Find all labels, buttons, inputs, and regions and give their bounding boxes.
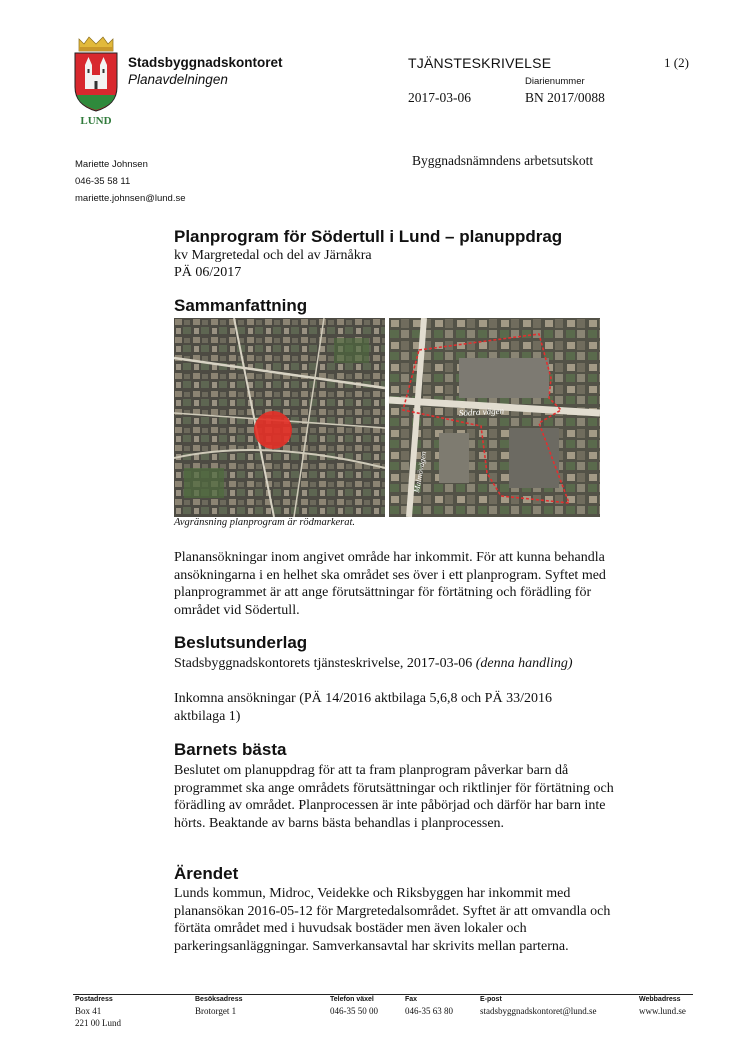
document-title: Planprogram för Södertull i Lund – planuppdrag — [174, 227, 563, 246]
footer-email-label: E-post — [480, 996, 502, 1003]
logo-wordmark: LUND — [80, 115, 112, 127]
reference-number: PÄ 06/2017 — [174, 265, 242, 280]
matter-paragraph: Lunds kommun, Midroc, Veidekke och Riksbyggen har inkommit med planansökan 2016-05-12 för Margretedalsområdet. Syftet är att omvandla och förtäta området med i huvudsak bostäder men även lokaler och parkeringsanläggningar. Samverkansavtal har skrivits mellan parterna. — [174, 886, 611, 954]
footer-postal-line1: Box 41 — [75, 1006, 102, 1016]
footer-visit-value: Brotorget 1 — [195, 1006, 237, 1016]
map-label-sodra-vagen: Södra vägen — [458, 405, 505, 418]
children-heading: Barnets bästa — [174, 740, 287, 759]
footer-postal-line2: 221 00 Lund — [75, 1018, 121, 1028]
basis-item-1 — [174, 655, 594, 673]
footer-divider — [73, 994, 693, 995]
recipient: Byggnadsnämndens arbetsutskott — [412, 153, 594, 168]
department-name: Planavdelningen — [128, 72, 228, 87]
footer-postal-label: Postadress — [75, 996, 113, 1003]
matter-heading: Ärendet — [174, 864, 239, 883]
case-number: BN 2017/0088 — [525, 90, 605, 105]
page-number: 1 (2) — [664, 55, 689, 70]
map-caption: Avgränsning planprogram är rödmarkerat. — [174, 517, 356, 528]
summary-paragraph: Planansökningar inom angivet område har inkommit. För att kunna behandla ansökningarna i en helhet ska området ses över i ett planprogram. Syftet med planprogrammet är att ange förutsättningar för förtätning och förädling för området vid Södertull. — [174, 550, 606, 618]
detail-map — [389, 318, 600, 517]
contact-phone: 046-35 58 11 — [75, 176, 131, 187]
footer-web-value[interactable]: www.lund.se — [639, 1006, 686, 1016]
diarie-label: Diarienummer — [525, 76, 585, 87]
contact-name: Mariette Johnsen — [75, 159, 148, 170]
basis-heading: Beslutsunderlag — [174, 633, 308, 652]
document-subtitle: kv Margretedal och del av Järnåkra — [174, 248, 372, 263]
document-date: 2017-03-06 — [408, 90, 471, 105]
footer-phone-label: Telefon växel — [330, 996, 374, 1003]
overview-map — [174, 318, 385, 517]
footer-phone-value: 046-35 50 00 — [330, 1006, 378, 1016]
footer-web-label: Webbadress — [639, 996, 681, 1003]
summary-heading: Sammanfattning — [174, 296, 308, 315]
footer-email-value[interactable]: stadsbyggnadskontoret@lund.se — [480, 1006, 597, 1016]
plan-area-marker — [254, 411, 292, 449]
basis-item-1-note: (denna handling) — [475, 656, 573, 671]
organization-name: Stadsbyggnadskontoret — [128, 55, 283, 70]
area-maps — [174, 318, 600, 517]
basis-item-2: Inkomna ansökningar (PÄ 14/2016 aktbilaga 5,6,8 och PÄ 33/2016 aktbilaga 1) — [174, 691, 552, 724]
children-paragraph: Beslutet om planuppdrag för att ta fram planprogram påverkar barn då programmet ska ange områdets förutsättningar och riktlinjer för förtätning och förädling av området. Planprocessen är inte påbörjad och därför har barn inte hörts. Beaktande av barns bästa behandlas i planprocessen. — [174, 763, 614, 831]
footer-fax-value: 046-35 63 80 — [405, 1006, 453, 1016]
document-type: TJÄNSTESKRIVELSE — [408, 55, 552, 71]
map-label-malmovagen: Malmövägen — [412, 450, 429, 494]
footer-fax-label: Fax — [405, 996, 418, 1003]
lund-coat-of-arms-logo — [73, 35, 119, 127]
basis-item-1-text: Stadsbyggnadskontorets tjänsteskrivelse, 2017-03-06 — [174, 656, 476, 671]
contact-email[interactable]: mariette.johnsen@lund.se — [75, 193, 186, 204]
footer-visit-label: Besöksadress — [195, 996, 243, 1003]
